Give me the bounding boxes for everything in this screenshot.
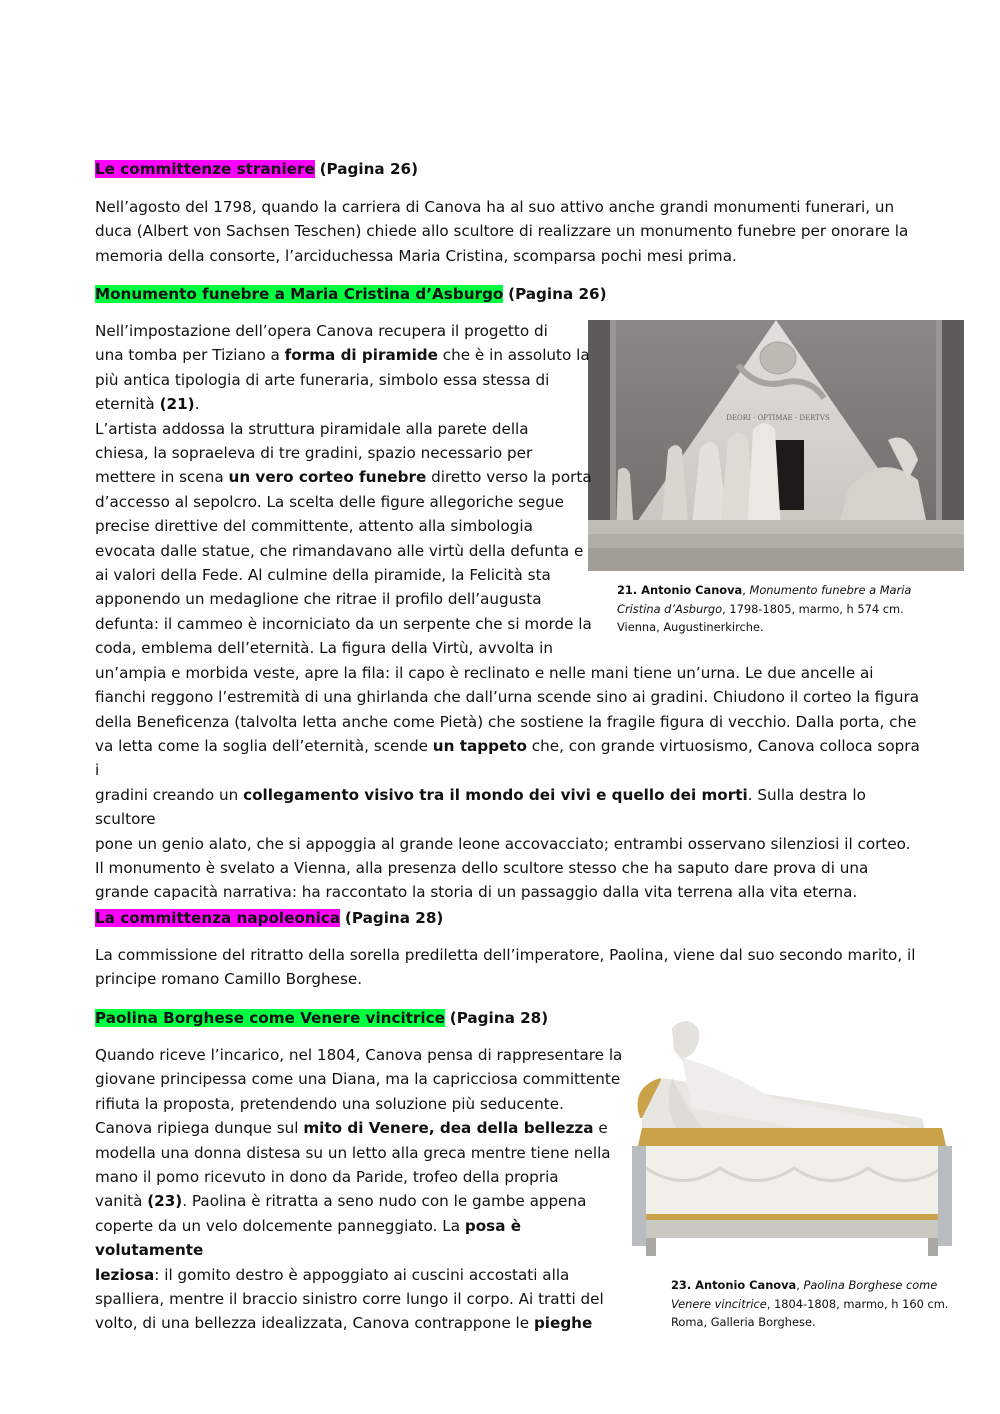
text-line: precise direttive del committente, attento alla simbologia	[95, 517, 533, 536]
caption-number: 21. Antonio Canova	[617, 583, 743, 597]
text-line: pone un genio alato, che si appoggia al grande leone accovacciato; entrambi osservano silenziosi il corteo.	[95, 834, 911, 853]
highlighted-title: Paolina Borghese come Venere vincitrice	[95, 1009, 445, 1027]
figure-caption-23	[671, 1276, 961, 1332]
text-line: gradini creando un collegamento visivo tra il mondo dei vivi e quello dei morti. Sulla destra lo scultore	[95, 785, 866, 829]
caption-details: , 1798-1805, marmo, h 574 cm. Vienna, Augustinerkirche.	[617, 601, 904, 634]
text-line: rifiuta la proposta, pretendendo una soluzione più seducente.	[95, 1094, 564, 1113]
text-line: Nell’agosto del 1798, quando la carriera di Canova ha al suo attivo anche grandi monumenti funerari, un	[95, 198, 895, 216]
text-line: vanità (23). Paolina è ritratta a seno nudo con le gambe appena	[95, 1192, 587, 1211]
text-line: eternità (21).	[95, 395, 200, 414]
text-line: memoria della consorte, l’arciduchessa Maria Cristina, scomparsa pochi mesi prima.	[95, 246, 737, 265]
text-line: Quando riceve l’incarico, nel 1804, Canova pensa di rappresentare la	[95, 1046, 623, 1064]
text-line: duca (Albert von Sachsen Teschen) chiede allo scultore di realizzare un monumento funebre per onorare la	[95, 222, 909, 241]
text-line: Nell’impostazione dell’opera Canova recupera il progetto di	[95, 322, 548, 340]
text-line: va letta come la soglia dell’eternità, scende un tappeto che, con grande virtuosismo, Canova colloca sopra i	[95, 736, 920, 780]
text-line: coda, emblema dell’eternità. La figura della Virtù, avvolta in	[95, 639, 553, 658]
highlighted-title: La committenza napoleonica	[95, 909, 341, 927]
text-line: più antica tipologia di arte funeraria, simbolo essa stessa di	[95, 370, 550, 389]
page-reference: (Pagina 28)	[449, 1009, 549, 1027]
highlighted-title: Monumento funebre a Maria Cristina d’Asburgo	[95, 285, 504, 303]
text-line: principe romano Camillo Borghese.	[95, 970, 363, 989]
text-line: modella una donna distesa su un letto alla greca mentre tiene nella	[95, 1143, 611, 1162]
text-line: grande capacità narrativa: ha raccontato la storia di un passaggio dalla vita terrena alla vita eterna.	[95, 883, 858, 902]
text-line: giovane principessa come una Diana, ma la capricciosa committente	[95, 1070, 621, 1089]
caption-title: ,	[742, 583, 750, 597]
text-line: ai valori della Fede. Al culmine della piramide, la Felicità sta	[95, 566, 551, 585]
caption-title: ,	[796, 1278, 804, 1292]
caption-details: , 1804-1808, marmo, h 160 cm. Roma, Galleria Borghese.	[671, 1296, 949, 1329]
page-reference: (Pagina 26)	[319, 160, 419, 178]
text-line: della Beneficenza (talvolta letta anche come Pietà) che sostiene la fragile figura di vecchio. Dalla porta, che	[95, 712, 917, 731]
inscription-text: DEORI · OPTIMAE · DERTVS	[726, 414, 830, 422]
text-line: La commissione del ritratto della sorella prediletta dell’imperatore, Paolina, viene dal suo secondo marito, il	[95, 946, 916, 964]
text-line: spalliera, mentre il braccio sinistro corre lungo il corpo. Ai tratti del	[95, 1290, 604, 1309]
text-line: L’artista addossa la struttura piramidale alla parete della	[95, 419, 529, 438]
text-line: volto, di una bellezza idealizzata, Canova contrappone le pieghe	[95, 1314, 593, 1333]
text-line: chiesa, la sopraeleva di tre gradini, spazio necessario per	[95, 444, 533, 463]
text-line: apponendo un medaglione che ritrae il profilo dell’augusta	[95, 590, 542, 609]
text-line: d’accesso al sepolcro. La scelta delle figure allegoriche segue	[95, 492, 564, 511]
text-line: coperte da un velo dolcemente panneggiato. La posa è volutamente	[95, 1216, 522, 1260]
text-line: mano il pomo ricevuto in dono da Paride, trofeo della propria	[95, 1168, 559, 1187]
text-line: un’ampia e morbida veste, apre la fila: il capo è reclinato e nelle mani tiene un’urna. Le due ancelle ai	[95, 663, 874, 682]
section-heading-monumento-funebre	[95, 283, 607, 305]
caption-work-title: Paolina Borghese come Venere vincitrice	[671, 1278, 938, 1311]
text-line: mettere in scena un vero corteo funebre diretto verso la porta	[95, 468, 592, 487]
caption-work-title: Monumento funebre a Maria Cristina d’Asburgo	[617, 583, 912, 616]
text-line: Canova ripiega dunque sul mito di Venere, dea della bellezza e	[95, 1119, 608, 1138]
text-line: evocata dalle statue, che rimandavano alle virtù della defunta e	[95, 541, 584, 560]
page-reference: (Pagina 26)	[508, 285, 607, 303]
section-heading-paolina-borghese	[95, 1007, 548, 1029]
text-line: fianchi reggono l’estremità di una ghirlanda che dall’urna scende sino ai gradini. Chiudono il corteo la figura	[95, 688, 920, 707]
paolina-borghese-photo	[632, 1018, 952, 1262]
text-line: una tomba per Tiziano a forma di piramide che è in assoluto la	[95, 346, 590, 365]
highlighted-title: Le committenze straniere	[95, 160, 315, 178]
text-line: Il monumento è svelato a Vienna, alla presenza dello scultore stesso che ha saputo dare prova di una	[95, 858, 869, 877]
paragraph-committenza-napoleonica	[95, 943, 925, 992]
section-heading-committenza-napoleonica	[95, 907, 443, 929]
caption-number: 23. Antonio Canova	[671, 1278, 797, 1292]
text-line: defunta: il cammeo è incorniciato da un serpente che si morde la	[95, 614, 592, 633]
paragraph-paolina	[95, 1043, 625, 1336]
text-line: leziosa: il gomito destro è appoggiato ai cuscini accostati alla	[95, 1265, 570, 1284]
paragraph-committenze-straniere	[95, 195, 915, 268]
section-heading-committenze-straniere	[95, 158, 418, 180]
page-reference: (Pagina 28)	[344, 909, 444, 927]
paragraph-monumento	[95, 319, 925, 905]
